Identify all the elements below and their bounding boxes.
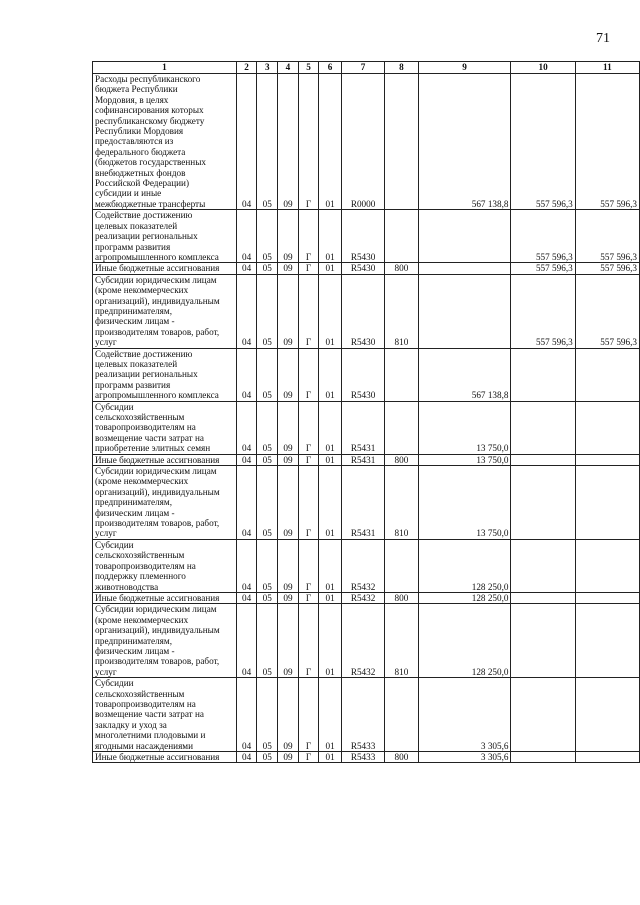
program-code-cell: 05 (257, 604, 278, 678)
subprogram-code-cell: 09 (278, 752, 299, 763)
amount-year3-cell: 557 596,3 (575, 263, 639, 274)
target-article-cell: R5430 (341, 348, 384, 401)
expense-type-cell: 800 (385, 263, 418, 274)
expense-type-cell (385, 348, 418, 401)
direction-code-cell: Г (298, 274, 319, 348)
amount-year1-cell: 128 250,0 (418, 539, 511, 592)
direction-code-cell: Г (298, 74, 319, 210)
amount-year3-cell (575, 348, 639, 401)
section-code-cell: 04 (236, 348, 257, 401)
target-article-cell: R5432 (341, 539, 384, 592)
target-article-cell: R5432 (341, 592, 384, 603)
row-name-cell: Субсидии сельскохозяйственным товаропроизводителям на возмещение части затрат на закладку и уход за многолетними плодовыми и ягодными насаждениями (93, 678, 237, 752)
table-row (93, 466, 640, 540)
col-header: 1 (93, 62, 237, 74)
amount-year2-cell: 557 596,3 (511, 274, 575, 348)
amount-year3-cell (575, 752, 639, 763)
expense-type-cell (385, 401, 418, 454)
amount-year2-cell (511, 604, 575, 678)
row-name-cell: Содействие достижению целевых показателей реализации региональных программ развития агропромышленного комплекса (93, 210, 237, 263)
program-code-cell: 05 (257, 454, 278, 465)
amount-year3-cell (575, 454, 639, 465)
program-code-cell: 05 (257, 466, 278, 540)
amount-year3-cell: 557 596,3 (575, 274, 639, 348)
direction-code-cell: Г (298, 539, 319, 592)
amount-year3-cell (575, 678, 639, 752)
row-name-cell: Субсидии сельскохозяйственным товаропроизводителям на возмещение части затрат на приобретение элитных семян (93, 401, 237, 454)
expense-type-cell: 800 (385, 454, 418, 465)
program-code-cell: 05 (257, 539, 278, 592)
target-article-cell: R5430 (341, 210, 384, 263)
col-header: 3 (257, 62, 278, 74)
event-code-cell: 01 (319, 539, 342, 592)
target-article-cell: R0000 (341, 74, 384, 210)
table-row (93, 263, 640, 274)
target-article-cell: R5430 (341, 274, 384, 348)
target-article-cell: R5430 (341, 263, 384, 274)
amount-year2-cell (511, 539, 575, 592)
target-article-cell: R5432 (341, 604, 384, 678)
row-name-cell: Иные бюджетные ассигнования (93, 263, 237, 274)
event-code-cell: 01 (319, 454, 342, 465)
expense-type-cell: 800 (385, 592, 418, 603)
page-number: 71 (596, 31, 610, 46)
amount-year1-cell: 567 138,8 (418, 74, 511, 210)
amount-year1-cell: 128 250,0 (418, 604, 511, 678)
section-code-cell: 04 (236, 263, 257, 274)
section-code-cell: 04 (236, 466, 257, 540)
table-row (93, 752, 640, 763)
section-code-cell: 04 (236, 74, 257, 210)
amount-year2-cell (511, 592, 575, 603)
table-row (93, 678, 640, 752)
col-header: 6 (319, 62, 342, 74)
subprogram-code-cell: 09 (278, 539, 299, 592)
event-code-cell: 01 (319, 274, 342, 348)
subprogram-code-cell: 09 (278, 274, 299, 348)
subprogram-code-cell: 09 (278, 454, 299, 465)
section-code-cell: 04 (236, 539, 257, 592)
amount-year1-cell: 567 138,8 (418, 348, 511, 401)
direction-code-cell: Г (298, 210, 319, 263)
amount-year3-cell: 557 596,3 (575, 210, 639, 263)
program-code-cell: 05 (257, 752, 278, 763)
amount-year3-cell: 557 596,3 (575, 74, 639, 210)
row-name-cell: Субсидии сельскохозяйственным товаропроизводителям на поддержку племенного животноводства (93, 539, 237, 592)
section-code-cell: 04 (236, 454, 257, 465)
event-code-cell: 01 (319, 604, 342, 678)
row-name-cell: Субсидии юридическим лицам (кроме некоммерческих организаций), индивидуальным предпринимателям, физическим лицам - производителям товаров, работ, услуг (93, 274, 237, 348)
program-code-cell: 05 (257, 74, 278, 210)
subprogram-code-cell: 09 (278, 263, 299, 274)
amount-year2-cell (511, 454, 575, 465)
amount-year1-cell: 13 750,0 (418, 454, 511, 465)
amount-year1-cell: 3 305,6 (418, 678, 511, 752)
col-header: 10 (511, 62, 575, 74)
table-row (93, 592, 640, 603)
row-name-cell: Иные бюджетные ассигнования (93, 592, 237, 603)
expense-type-cell (385, 678, 418, 752)
event-code-cell: 01 (319, 752, 342, 763)
section-code-cell: 04 (236, 401, 257, 454)
amount-year2-cell: 557 596,3 (511, 74, 575, 210)
section-code-cell: 04 (236, 210, 257, 263)
target-article-cell: R5431 (341, 466, 384, 540)
direction-code-cell: Г (298, 401, 319, 454)
expense-type-cell (385, 210, 418, 263)
amount-year1-cell: 13 750,0 (418, 466, 511, 540)
expense-type-cell (385, 539, 418, 592)
program-code-cell: 05 (257, 348, 278, 401)
program-code-cell: 05 (257, 678, 278, 752)
subprogram-code-cell: 09 (278, 401, 299, 454)
amount-year3-cell (575, 604, 639, 678)
subprogram-code-cell: 09 (278, 678, 299, 752)
expense-type-cell: 810 (385, 466, 418, 540)
section-code-cell: 04 (236, 752, 257, 763)
event-code-cell: 01 (319, 263, 342, 274)
target-article-cell: R5433 (341, 752, 384, 763)
header-row (93, 62, 640, 74)
event-code-cell: 01 (319, 401, 342, 454)
amount-year3-cell (575, 592, 639, 603)
amount-year1-cell: 128 250,0 (418, 592, 511, 603)
event-code-cell: 01 (319, 678, 342, 752)
event-code-cell: 01 (319, 466, 342, 540)
amount-year1-cell (418, 263, 511, 274)
col-header: 4 (278, 62, 299, 74)
amount-year2-cell (511, 348, 575, 401)
target-article-cell: R5433 (341, 678, 384, 752)
col-header: 5 (298, 62, 319, 74)
row-name-cell: Иные бюджетные ассигнования (93, 752, 237, 763)
direction-code-cell: Г (298, 348, 319, 401)
amount-year2-cell: 557 596,3 (511, 210, 575, 263)
amount-year1-cell (418, 210, 511, 263)
section-code-cell: 04 (236, 592, 257, 603)
row-name-cell: Субсидии юридическим лицам (кроме некоммерческих организаций), индивидуальным предпринимателям, физическим лицам - производителям товаров, работ, услуг (93, 466, 237, 540)
expense-type-cell: 810 (385, 604, 418, 678)
event-code-cell: 01 (319, 592, 342, 603)
event-code-cell: 01 (319, 210, 342, 263)
table-row (93, 348, 640, 401)
target-article-cell: R5431 (341, 454, 384, 465)
subprogram-code-cell: 09 (278, 592, 299, 603)
section-code-cell: 04 (236, 274, 257, 348)
program-code-cell: 05 (257, 401, 278, 454)
direction-code-cell: Г (298, 678, 319, 752)
expense-type-cell (385, 74, 418, 210)
col-header: 8 (385, 62, 418, 74)
col-header: 9 (418, 62, 511, 74)
direction-code-cell: Г (298, 454, 319, 465)
section-code-cell: 04 (236, 604, 257, 678)
program-code-cell: 05 (257, 274, 278, 348)
amount-year1-cell (418, 274, 511, 348)
event-code-cell: 01 (319, 74, 342, 210)
amount-year2-cell (511, 752, 575, 763)
expense-type-cell: 800 (385, 752, 418, 763)
direction-code-cell: Г (298, 592, 319, 603)
budget-table (92, 61, 640, 763)
direction-code-cell: Г (298, 604, 319, 678)
table-row (93, 539, 640, 592)
program-code-cell: 05 (257, 592, 278, 603)
row-name-cell: Иные бюджетные ассигнования (93, 454, 237, 465)
amount-year3-cell (575, 401, 639, 454)
row-name-cell: Расходы республиканского бюджета Республики Мордовия, в целях софинансирования которых республиканскому бюджету Республики Мордовия предоставляются из федерального бюджета (бюджетов государственных внебюджетных фондов Российской Федерации) субсидии и иные межбюджетные трансферты (93, 74, 237, 210)
row-name-cell: Субсидии юридическим лицам (кроме некоммерческих организаций), индивидуальным предпринимателям, физическим лицам - производителям товаров, работ, услуг (93, 604, 237, 678)
amount-year1-cell: 13 750,0 (418, 401, 511, 454)
table-row (93, 274, 640, 348)
target-article-cell: R5431 (341, 401, 384, 454)
amount-year3-cell (575, 466, 639, 540)
col-header: 11 (575, 62, 639, 74)
table-row (93, 401, 640, 454)
direction-code-cell: Г (298, 263, 319, 274)
subprogram-code-cell: 09 (278, 210, 299, 263)
program-code-cell: 05 (257, 263, 278, 274)
subprogram-code-cell: 09 (278, 604, 299, 678)
amount-year2-cell (511, 401, 575, 454)
subprogram-code-cell: 09 (278, 466, 299, 540)
expense-type-cell: 810 (385, 274, 418, 348)
amount-year1-cell: 3 305,6 (418, 752, 511, 763)
event-code-cell: 01 (319, 348, 342, 401)
col-header: 7 (341, 62, 384, 74)
amount-year2-cell: 557 596,3 (511, 263, 575, 274)
table-row (93, 604, 640, 678)
table-row (93, 210, 640, 263)
amount-year2-cell (511, 466, 575, 540)
direction-code-cell: Г (298, 752, 319, 763)
row-name-cell: Содействие достижению целевых показателей реализации региональных программ развития агропромышленного комплекса (93, 348, 237, 401)
amount-year3-cell (575, 539, 639, 592)
col-header: 2 (236, 62, 257, 74)
section-code-cell: 04 (236, 678, 257, 752)
subprogram-code-cell: 09 (278, 348, 299, 401)
amount-year2-cell (511, 678, 575, 752)
subprogram-code-cell: 09 (278, 74, 299, 210)
table-row (93, 74, 640, 210)
program-code-cell: 05 (257, 210, 278, 263)
direction-code-cell: Г (298, 466, 319, 540)
table-row (93, 454, 640, 465)
